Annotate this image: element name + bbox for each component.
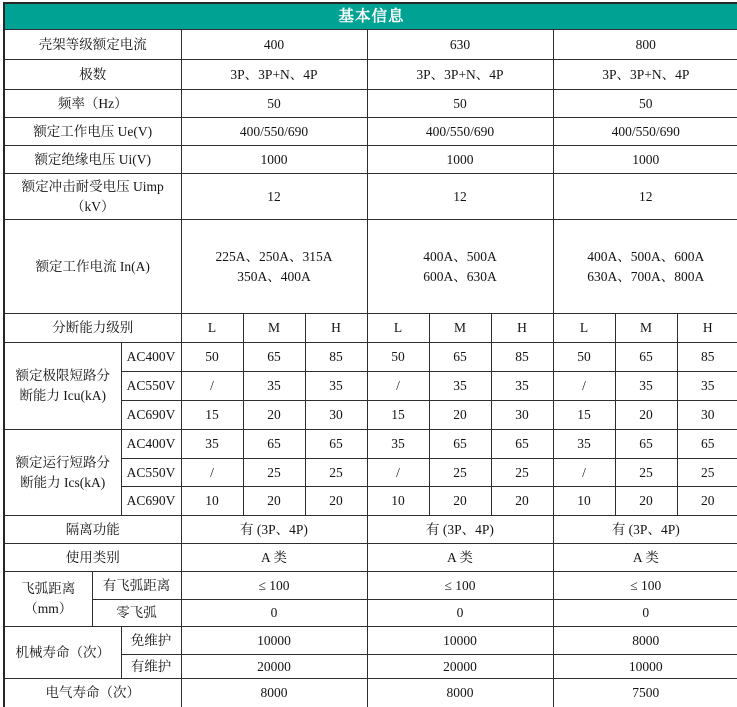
value-cell: 65 — [491, 430, 553, 459]
value-cell: 20 — [677, 487, 737, 516]
value-cell: A 类 — [181, 544, 367, 572]
value-cell: 有 (3P、4P) — [553, 516, 737, 544]
value-cell: 20 — [429, 487, 491, 516]
table-row — [4, 60, 737, 90]
value-cell: 10000 — [553, 655, 737, 679]
value-cell: 400/550/690 — [367, 118, 553, 146]
value-cell: 25 — [491, 459, 553, 487]
value-cell: 30 — [677, 401, 737, 430]
value-cell: H — [305, 314, 367, 343]
sub-row-label: 有飞弧距离 — [92, 572, 181, 600]
value-cell: / — [553, 372, 615, 401]
value-cell: 12 — [553, 174, 737, 220]
value-cell: ≤ 100 — [181, 572, 367, 600]
value-cell: 35 — [243, 372, 305, 401]
value-cell: 225A、250A、315A 350A、400A — [181, 220, 367, 314]
value-cell: 800 — [553, 30, 737, 60]
table-row — [4, 600, 737, 627]
value-cell: 35 — [553, 430, 615, 459]
table-title: 基本信息 — [4, 3, 737, 30]
value-cell: 400/550/690 — [553, 118, 737, 146]
value-cell: 65 — [677, 430, 737, 459]
value-cell: ≤ 100 — [553, 572, 737, 600]
row-label: 极数 — [4, 60, 181, 90]
table-row — [4, 314, 737, 343]
value-cell: 85 — [491, 343, 553, 372]
value-cell: / — [553, 459, 615, 487]
value-cell: 15 — [181, 401, 243, 430]
value-cell: 0 — [367, 600, 553, 627]
value-cell: 30 — [305, 401, 367, 430]
value-cell: 50 — [181, 343, 243, 372]
table-row — [4, 516, 737, 544]
value-cell: 35 — [491, 372, 553, 401]
value-cell: 400A、500A、600A 630A、700A、800A — [553, 220, 737, 314]
value-cell: 10 — [367, 487, 429, 516]
value-cell: 35 — [367, 430, 429, 459]
table-row — [4, 572, 737, 600]
table-row — [4, 90, 737, 118]
value-cell: 有 (3P、4P) — [181, 516, 367, 544]
value-cell: 35 — [429, 372, 491, 401]
value-cell: 15 — [367, 401, 429, 430]
row-label: 额定冲击耐受电压 Uimp （kV） — [4, 174, 181, 220]
value-cell: M — [615, 314, 677, 343]
value-cell: 1000 — [181, 146, 367, 174]
value-cell: 20 — [305, 487, 367, 516]
value-cell: 1000 — [553, 146, 737, 174]
value-cell: 15 — [553, 401, 615, 430]
value-cell: 400A、500A 600A、630A — [367, 220, 553, 314]
sub-row-label: 零飞弧 — [92, 600, 181, 627]
value-cell: 30 — [491, 401, 553, 430]
value-cell: 10000 — [367, 627, 553, 655]
value-cell: 25 — [615, 459, 677, 487]
value-cell: 35 — [615, 372, 677, 401]
row-label: 隔离功能 — [4, 516, 181, 544]
value-cell: 50 — [367, 343, 429, 372]
row-label: 额定绝缘电压 Ui(V) — [4, 146, 181, 174]
value-cell: 65 — [243, 343, 305, 372]
sub-row-label: AC550V — [121, 459, 181, 487]
row-label: 飞弧距离 （mm） — [4, 572, 92, 627]
value-cell: 25 — [305, 459, 367, 487]
value-cell: 400/550/690 — [181, 118, 367, 146]
value-cell: / — [181, 459, 243, 487]
value-cell: 25 — [677, 459, 737, 487]
value-cell: 630 — [367, 30, 553, 60]
sub-row-label: AC400V — [121, 430, 181, 459]
value-cell: 8000 — [181, 679, 367, 707]
value-cell: 20 — [243, 487, 305, 516]
value-cell: L — [181, 314, 243, 343]
value-cell: H — [491, 314, 553, 343]
value-cell: M — [243, 314, 305, 343]
value-cell: 65 — [429, 343, 491, 372]
value-cell: 3P、3P+N、4P — [553, 60, 737, 90]
sub-row-label: AC550V — [121, 372, 181, 401]
table-row — [4, 430, 737, 459]
value-cell: 65 — [615, 430, 677, 459]
value-cell: 3P、3P+N、4P — [367, 60, 553, 90]
table-row — [4, 30, 737, 60]
value-cell: ≤ 100 — [367, 572, 553, 600]
row-label: 额定运行短路分 断能力 Ics(kA) — [4, 430, 121, 516]
sub-row-label: AC690V — [121, 487, 181, 516]
value-cell: 65 — [305, 430, 367, 459]
value-cell: / — [367, 372, 429, 401]
value-cell: 20 — [429, 401, 491, 430]
value-cell: 0 — [181, 600, 367, 627]
value-cell: L — [553, 314, 615, 343]
row-label: 分断能力级别 — [4, 314, 181, 343]
value-cell: / — [181, 372, 243, 401]
value-cell: 35 — [677, 372, 737, 401]
row-label: 使用类别 — [4, 544, 181, 572]
value-cell: 25 — [243, 459, 305, 487]
value-cell: 65 — [615, 343, 677, 372]
value-cell: 1000 — [367, 146, 553, 174]
sub-row-label: 有维护 — [121, 655, 181, 679]
spec-table — [3, 2, 737, 707]
value-cell: 20000 — [367, 655, 553, 679]
value-cell: 85 — [305, 343, 367, 372]
value-cell: 12 — [181, 174, 367, 220]
value-cell: 25 — [429, 459, 491, 487]
row-label: 机械寿命（次） — [4, 627, 121, 679]
value-cell: 3P、3P+N、4P — [181, 60, 367, 90]
value-cell: 50 — [367, 90, 553, 118]
row-label: 额定工作电流 In(A) — [4, 220, 181, 314]
row-label: 额定工作电压 Ue(V) — [4, 118, 181, 146]
row-label: 电气寿命（次） — [4, 679, 181, 707]
table-row — [4, 174, 737, 220]
value-cell: 10 — [553, 487, 615, 516]
value-cell: 8000 — [367, 679, 553, 707]
table-row — [4, 220, 737, 314]
table-row — [4, 3, 737, 30]
value-cell: H — [677, 314, 737, 343]
sub-row-label: AC690V — [121, 401, 181, 430]
value-cell: 12 — [367, 174, 553, 220]
value-cell: 65 — [429, 430, 491, 459]
value-cell: 20 — [615, 487, 677, 516]
value-cell: 400 — [181, 30, 367, 60]
value-cell: / — [367, 459, 429, 487]
table-row — [4, 544, 737, 572]
value-cell: 35 — [181, 430, 243, 459]
value-cell: 10 — [181, 487, 243, 516]
value-cell: 20 — [491, 487, 553, 516]
sub-row-label: AC400V — [121, 343, 181, 372]
value-cell: 20000 — [181, 655, 367, 679]
spec-table-body — [4, 3, 737, 707]
value-cell: 20 — [243, 401, 305, 430]
row-label: 频率（Hz） — [4, 90, 181, 118]
value-cell: A 类 — [553, 544, 737, 572]
value-cell: 35 — [305, 372, 367, 401]
table-row — [4, 627, 737, 655]
value-cell: 有 (3P、4P) — [367, 516, 553, 544]
table-row — [4, 343, 737, 372]
sub-row-label: 免维护 — [121, 627, 181, 655]
table-row — [4, 118, 737, 146]
value-cell: 10000 — [181, 627, 367, 655]
row-label: 壳架等级额定电流 — [4, 30, 181, 60]
value-cell: 50 — [553, 90, 737, 118]
value-cell: 85 — [677, 343, 737, 372]
value-cell: 8000 — [553, 627, 737, 655]
value-cell: A 类 — [367, 544, 553, 572]
table-row — [4, 679, 737, 707]
value-cell: 20 — [615, 401, 677, 430]
value-cell: M — [429, 314, 491, 343]
table-row — [4, 146, 737, 174]
value-cell: 7500 — [553, 679, 737, 707]
value-cell: 0 — [553, 600, 737, 627]
value-cell: 50 — [181, 90, 367, 118]
value-cell: 65 — [243, 430, 305, 459]
row-label: 额定极限短路分 断能力 Icu(kA) — [4, 343, 121, 430]
value-cell: 50 — [553, 343, 615, 372]
value-cell: L — [367, 314, 429, 343]
